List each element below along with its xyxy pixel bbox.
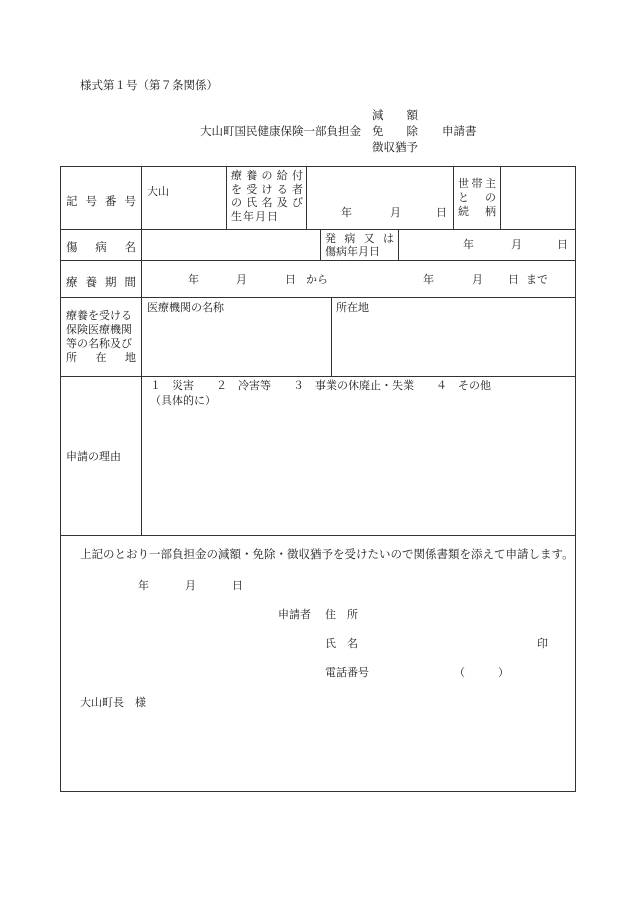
symbol-number-label: 記 号 番 号 bbox=[66, 194, 136, 208]
title-prefix: 大山町国民健康保険一部負担金 bbox=[200, 124, 361, 138]
reason-label: 申請の理由 bbox=[66, 450, 121, 463]
dob-day: 日 bbox=[436, 206, 447, 219]
applicant-name-label: 氏 名 bbox=[325, 637, 358, 650]
reason-specific: （具体的に） bbox=[150, 394, 216, 407]
period-from-year: 年 bbox=[188, 273, 199, 286]
medical-institution-label: 療養を受ける 保険医療機関 等の名称及び 所 在 地 bbox=[66, 309, 136, 364]
application-year: 年 bbox=[138, 579, 149, 592]
onset-year: 年 bbox=[463, 238, 474, 251]
reason-options: １ 災害 ２ 冷害等 ３ 事業の休廃止・失業 ４ その他 bbox=[150, 379, 491, 392]
dob-year: 年 bbox=[341, 206, 352, 219]
dob-month: 月 bbox=[390, 206, 401, 219]
household-relation-label: 世 帯 主 と の 続 柄 bbox=[458, 177, 496, 218]
applicant-label: 申請者 bbox=[278, 608, 311, 621]
symbol-number-value[interactable]: 大山 bbox=[147, 185, 169, 198]
period-to: まで bbox=[526, 273, 548, 286]
period-to-year: 年 bbox=[423, 273, 434, 286]
onset-month: 月 bbox=[511, 238, 522, 251]
onset-date-label: 発 病 又 は 傷病年月日 bbox=[325, 232, 394, 258]
title-suffix: 申請書 bbox=[442, 124, 477, 138]
period-from: から bbox=[306, 273, 328, 286]
phone-parentheses: （ ） bbox=[454, 666, 509, 679]
institution-address-header: 所在地 bbox=[336, 301, 369, 314]
addressee: 大山町長 様 bbox=[80, 696, 146, 709]
onset-day: 日 bbox=[557, 238, 568, 251]
period-from-month: 月 bbox=[236, 273, 247, 286]
form-number: 様式第１号（第７条関係） bbox=[80, 78, 218, 92]
declaration-text: 上記のとおり一部負担金の減額・免除・徴収猶予を受けたいので関係書類を添えて申請します。 bbox=[80, 547, 574, 561]
period-to-month: 月 bbox=[472, 273, 483, 286]
period-from-day: 日 bbox=[285, 273, 296, 286]
period-to-day: 日 bbox=[508, 273, 519, 286]
seal-mark: 印 bbox=[537, 637, 548, 650]
application-day: 日 bbox=[232, 579, 243, 592]
treatment-period-label: 療 養 期 間 bbox=[66, 275, 136, 289]
application-month: 月 bbox=[185, 579, 196, 592]
disease-name-label: 傷 病 名 bbox=[66, 240, 136, 254]
phone-label: 電話番号 bbox=[325, 666, 369, 679]
institution-name-header: 医療機関の名称 bbox=[147, 301, 224, 314]
title-option-exemption: 免 除 bbox=[372, 124, 418, 138]
recipient-name-dob-label: 療 養 の 給 付 を 受 け る 者 の 氏 名 及 び 生年月日 bbox=[231, 169, 303, 223]
title-option-reduction: 減 額 bbox=[372, 108, 418, 122]
applicant-address-label: 住 所 bbox=[325, 608, 358, 621]
title-option-deferral: 徴収猶予 bbox=[372, 140, 418, 154]
